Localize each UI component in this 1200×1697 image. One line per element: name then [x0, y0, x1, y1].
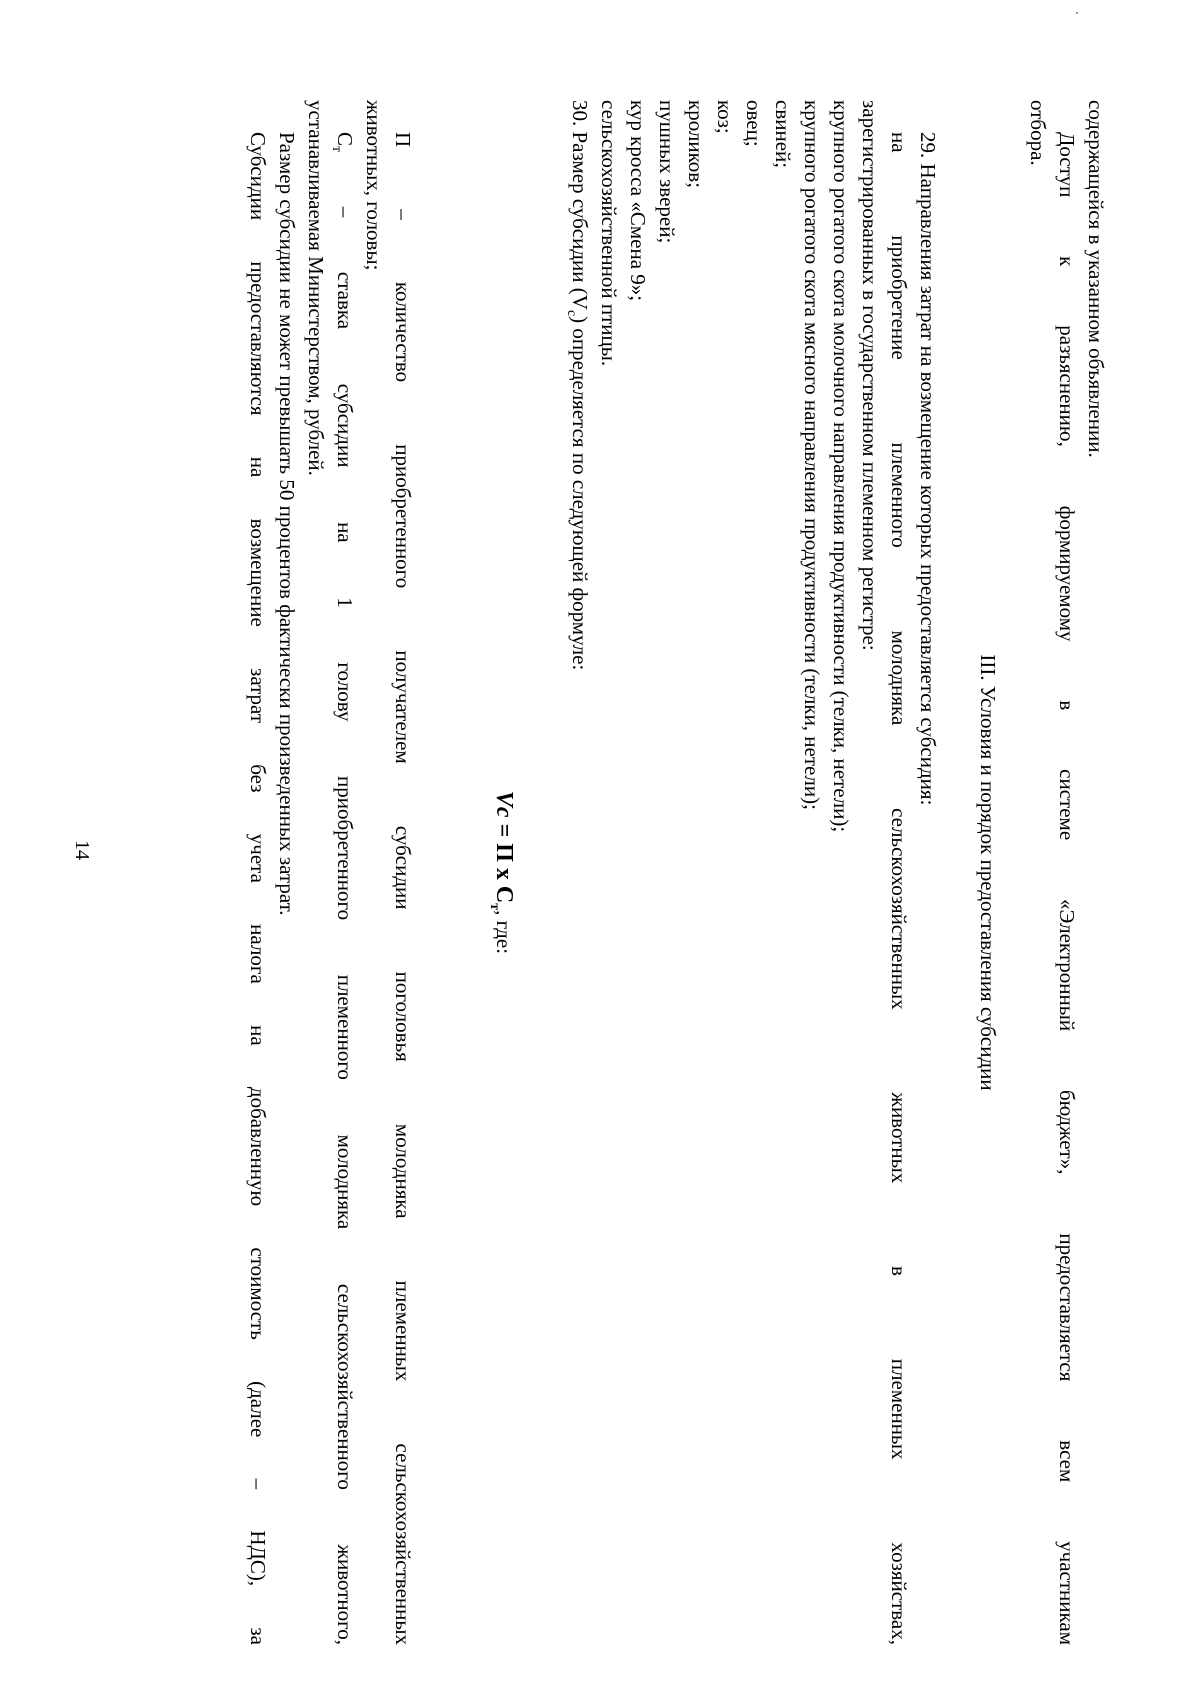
- text-line: Доступ к разъяснению, формируемому в системе «Электронный бюджет», предоставляется всем участникам: [1055, 132, 1079, 1645]
- list-item: крупного рогатого скота молочного направления продуктивности (телки, нетели);: [829, 100, 853, 833]
- definition-p-cont: животных, головы;: [362, 100, 386, 271]
- list-item: пушных зверей;: [655, 100, 679, 244]
- text-line: содержащейся в указанном объявлении.: [1084, 100, 1108, 458]
- list-item: сельскохозяйственной птицы.: [597, 100, 621, 367]
- paragraph-29-purpose: на приобретение племенного молодняка сельскохозяйственных животных в племенных хозяйствах,: [887, 132, 911, 1645]
- paragraph-29-intro: 29. Направления затрат на возмещение которых предоставляется субсидия:: [916, 132, 940, 806]
- definition-p: П – количество приобретенного получателем субсидии поголовья молодняка племенных сельскохозяйственных: [391, 132, 415, 1645]
- list-item: коз;: [713, 100, 737, 134]
- list-item: кроликов;: [684, 100, 708, 189]
- list-item: овец;: [742, 100, 766, 147]
- list-item: свиней;: [771, 100, 795, 169]
- section-heading: III. Условия и порядок предоставления субсидии: [976, 654, 1000, 1091]
- paragraph-29-purpose-cont: зарегистрированных в государственном племенном регистре:: [858, 100, 882, 651]
- scan-speck: [1076, 12, 1078, 14]
- document-page: [210, 100, 1110, 1645]
- definition-ct: $С_т$ – ставка субсидии на 1 голову приобретенного племенного молодняка сельскохозяйственного животного,: [328, 132, 357, 1645]
- list-item: кур кросса «Смена 9»;: [626, 100, 650, 302]
- subsidy-limit-text: Размер субсидии не может превышать 50 процентов фактически произведенных затрат.: [275, 132, 299, 916]
- vat-text: Субсидии предоставляются на возмещение затрат без учета налога на добавленную стоимость (далее – НДС), за: [246, 132, 270, 1645]
- paragraph-30: 30. Размер субсидии $(V_с)$ определяется по следующей формуле:: [563, 100, 592, 671]
- text-line: отбора.: [1026, 100, 1050, 166]
- subsidy-formula: Vc = П x $С_т$, где:: [487, 790, 517, 955]
- page-number: 14: [71, 840, 93, 860]
- definition-ct-cont: устанавливаемая Министерством, рублей.: [304, 100, 328, 476]
- list-item: крупного рогатого скота мясного направления продуктивности (телки, нетели);: [800, 100, 824, 810]
